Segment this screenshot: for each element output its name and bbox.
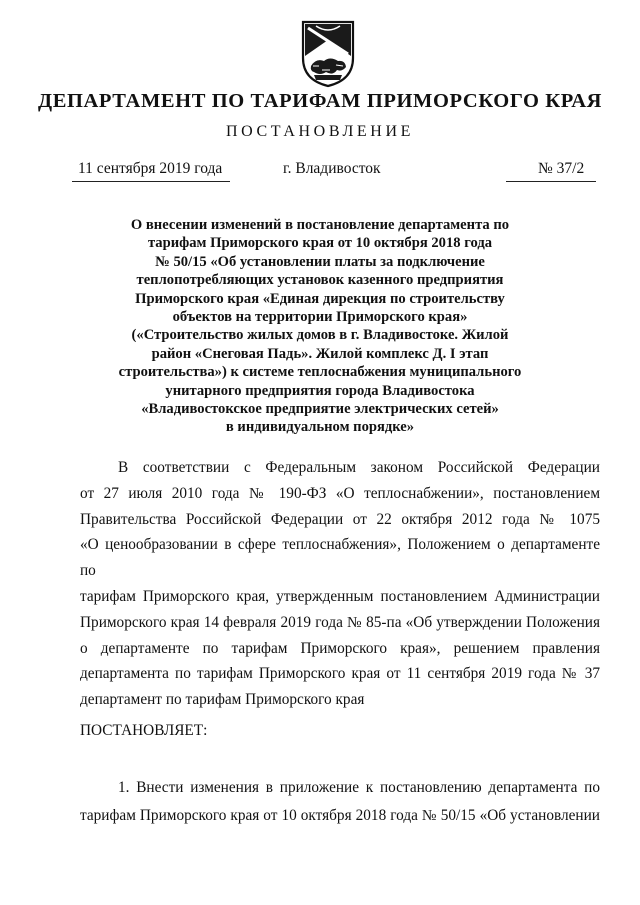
subject-line: («Строительство жилых домов в г. Владивостоке. Жилой	[131, 327, 509, 344]
subject-line: строительства») к системе теплоснабжения муниципального	[118, 364, 522, 381]
subject-line: в индивидуальном порядке»	[225, 419, 415, 436]
preamble-paragraph	[80, 455, 600, 713]
paragraph-line: тарифам Приморского края, утвержденным постановлением Администрации	[80, 587, 600, 605]
paragraph-line: Правительства Российской Федерации от 22 октября 2012 года № 1075	[80, 510, 600, 528]
paragraph-line: от 27 июля 2010 года № 190-ФЗ «О теплоснабжении», постановлением	[80, 484, 600, 502]
subject-line: объектов на территории Приморского края»	[172, 309, 468, 326]
subject-line: № 50/15 «Об установлении платы за подключение	[155, 253, 485, 270]
document-city: г. Владивосток	[283, 160, 381, 177]
subject-line: «Владивостокское предприятие электрических сетей»	[141, 401, 499, 418]
subject-line: унитарного предприятия города Владивостока	[165, 382, 475, 399]
paragraph-line: департамент по тарифам Приморского края	[80, 691, 365, 709]
item-line: тарифам Приморского края от 10 октября 2018 года № 50/15 «Об установлении	[80, 807, 600, 824]
subject-line: теплопотребляющих установок казенного предприятия	[136, 272, 504, 289]
resolves-heading: ПОСТАНОВЛЯЕТ:	[80, 722, 208, 739]
department-title: ДЕПАРТАМЕНТ ПО ТАРИФАМ ПРИМОРСКОГО КРАЯ	[37, 90, 603, 112]
paragraph-line: Приморского края 14 февраля 2019 года № 85-па «Об утверждении Положения	[80, 613, 600, 631]
item-line: 1. Внести изменения в приложение к постановлению департамента по	[118, 779, 600, 796]
document-type: ПОСТАНОВЛЕНИЕ	[226, 123, 414, 140]
date-underline	[72, 181, 230, 182]
document-number: № 37/2	[538, 160, 585, 177]
document-subject	[100, 216, 540, 437]
subject-line: Приморского края «Единая дирекция по строительству	[135, 290, 505, 307]
paragraph-line: «О ценообразовании в сфере теплоснабжения», Положением о департаменте по	[80, 536, 600, 580]
paragraph-line: В соответствии с Федеральным законом Российской Федерации	[118, 459, 600, 476]
subject-line: О внесении изменений в постановление департамента по	[130, 217, 510, 233]
subject-line: район «Снеговая Падь». Жилой комплекс Д. I этап	[151, 345, 489, 362]
document-date: 11 сентября 2019 года	[78, 160, 223, 177]
paragraph-line: департамента по тарифам Приморского края от 11 сентября 2019 года № 37	[80, 665, 600, 683]
primorsky-coat-of-arms-icon	[300, 20, 356, 88]
paragraph-line: о департаменте по тарифам Приморского края», решением правления	[80, 639, 600, 657]
resolution-item-1	[80, 774, 600, 830]
number-underline	[506, 181, 596, 182]
subject-line: тарифам Приморского края от 10 октября 2018 года	[147, 235, 493, 252]
